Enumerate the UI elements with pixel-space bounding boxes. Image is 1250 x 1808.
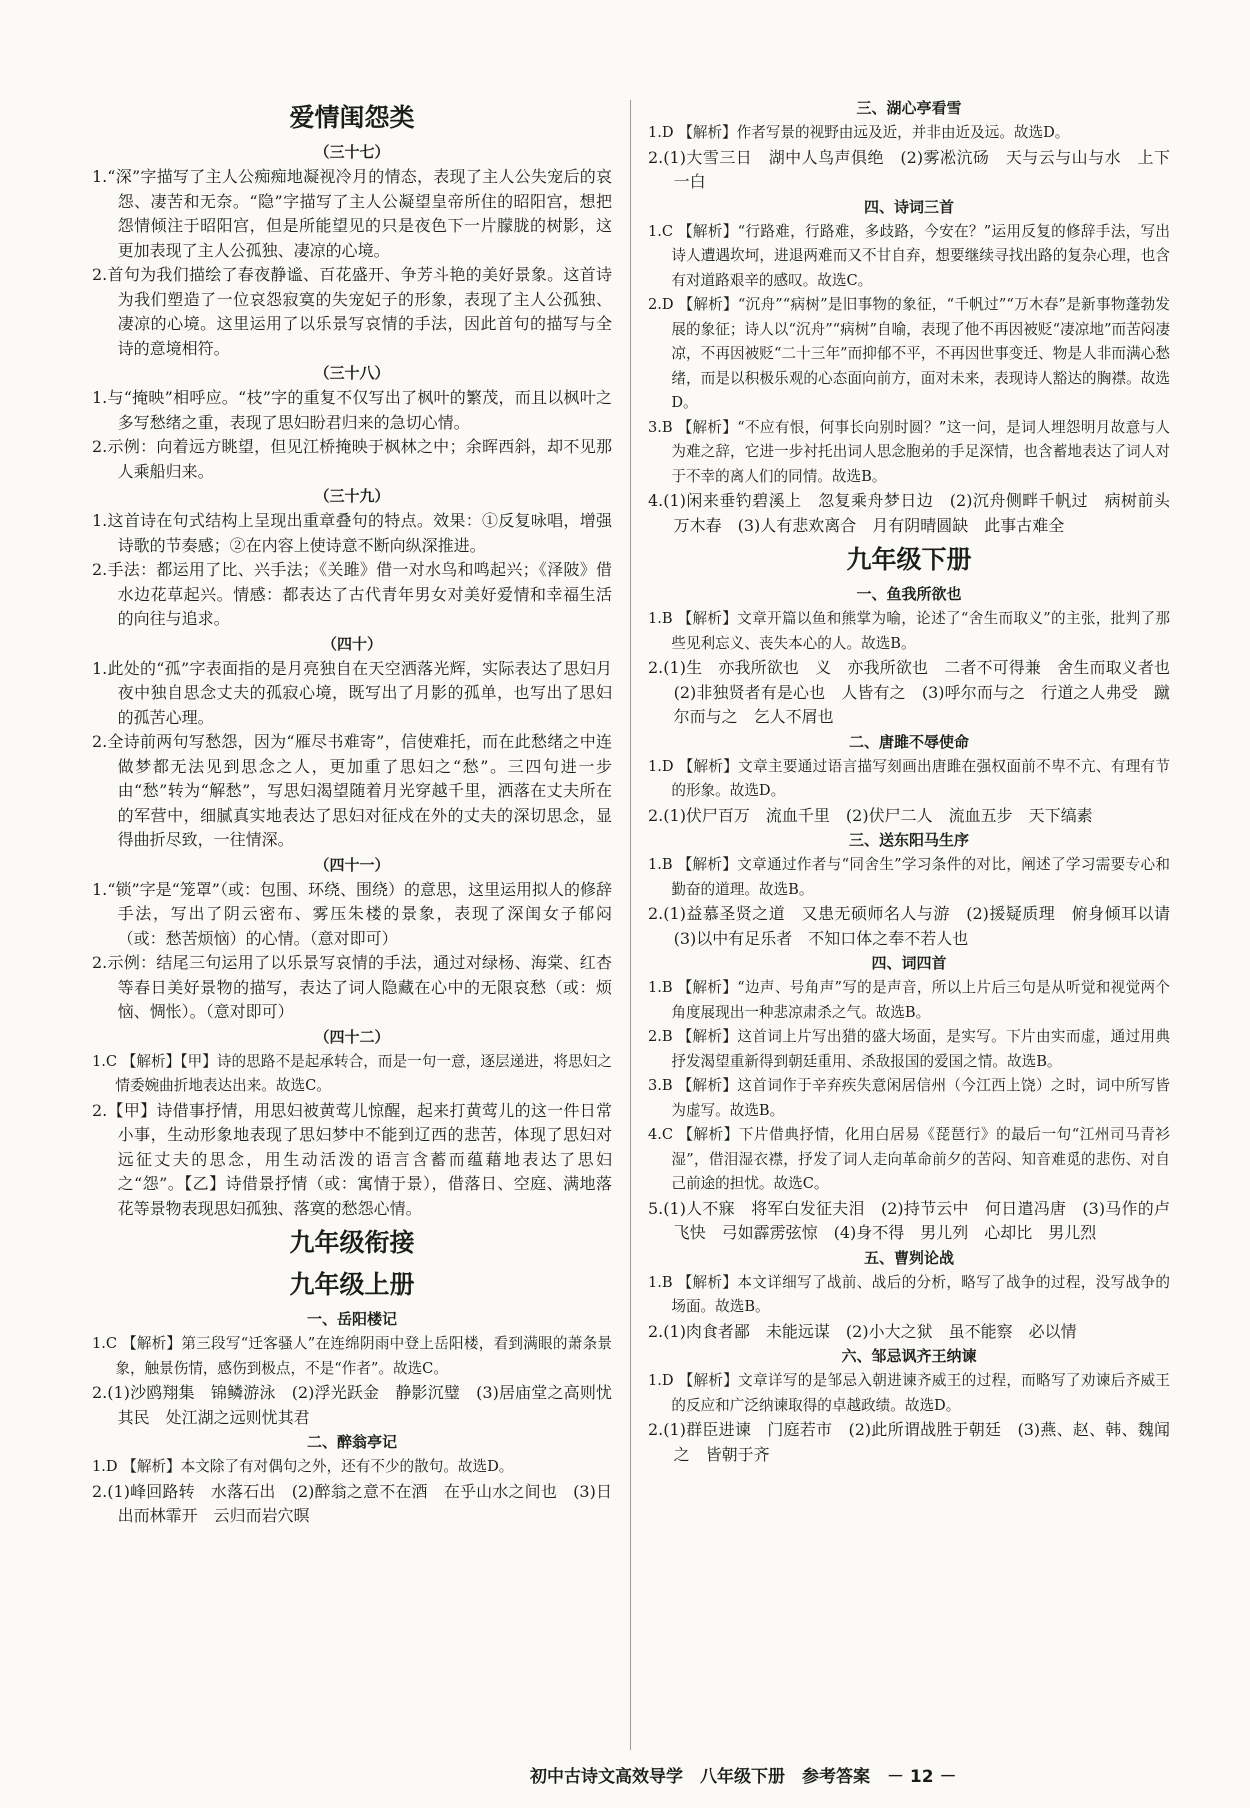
section-title: 九年级上册 — [289, 1270, 415, 1299]
subsection-title: 二、醉翁亭记 — [306, 1433, 397, 1451]
subsection-title: 四、诗词三首 — [863, 197, 954, 216]
answer-item: 2.示例：向着远方眺望，但见江桥掩映于枫林之中；余晖西斜，却不见那人乘船归来。 — [92, 437, 612, 481]
answer-item: 2.(1)肉食者鄙 未能远谋 (2)小大之狱 虽不能察 必以情 — [648, 1321, 1077, 1341]
subsection-title: 六、邹忌讽齐王纳谏 — [841, 1347, 977, 1365]
answer-item: 2.B 【解析】这首词上片写出猎的盛大场面，是实写。下片由实而虚，通过用典抒发渴望重新得到朝廷重用、杀敌报国的爱国之情。故选B。 — [648, 1028, 1170, 1070]
section-title: 九年级下册 — [846, 545, 972, 574]
subsection-title: 五、曹刿论战 — [863, 1248, 954, 1267]
answer-item: 1.这首诗在句式结构上呈现出重章叠句的特点。效果：①反复咏唱，增强诗歌的节奏感；②在内容上使诗意不断向纵深推进。 — [92, 511, 612, 555]
answer-item: 4.(1)闲来垂钓碧溪上 忽复乘舟梦日边 (2)沉舟侧畔千帆过 病树前头万木春 (3)人有悲欢离合 月有阴晴圆缺 此事古难全 — [648, 491, 1170, 535]
answer-item: 1.C 【解析】“行路难，行路难，多歧路，今安在？”运用反复的修辞手法，写出诗人遭遇坎坷，进退两难而又不甘自弃，想要继续寻找出路的复杂心理，也含有对道路艰辛的感叹。故选C。 — [648, 222, 1170, 289]
answer-item: 2.D 【解析】“沉舟”“病树”是旧事物的象征，“千帆过”“万木春”是新事物蓬勃发展的象征；诗人以“沉舟”“病树”自喻，表现了他不再因被贬“凄凉地”而苦闷凄凉，不再因被贬“二十三年”而抑郁不平，不再因世事变迁、物是人非而满心愁绪，而是以积极乐观的心态面向前方，面对未来，表现诗人豁达的胸襟。故选D。 — [648, 296, 1170, 411]
answer-item: 1.B 【解析】“边声、号角声”写的是声音，所以上片后三句是从听觉和视觉两个角度展现出一种悲凉肃杀之气。故选B。 — [648, 979, 1170, 1021]
answer-item: 1.B 【解析】文章开篇以鱼和熊掌为喻，论述了“舍生而取义”的主张，批判了那些见利忘义、丧失本心的人。故选B。 — [648, 610, 1170, 652]
answer-item: 1.C 【解析】【甲】诗的思路不是起承转合，而是一句一意，逐层递进，将思妇之情委婉曲折地表达出来。故选C。 — [92, 1052, 612, 1094]
column-divider — [630, 100, 631, 1750]
answer-item: 4.C 【解析】下片借典抒情，化用白居易《琵琶行》的最后一句“江州司马青衫湿”，借泪湿衣襟，抒发了词人走向革命前夕的苦闷、知音难觅的悲伤、对自己前途的担忧。故选C。 — [648, 1126, 1170, 1192]
answer-item: 3.B 【解析】“不应有恨，何事长向别时圆？”这一问，是词人埋怨明月故意与人为难之辞，它进一步衬托出词人思念胞弟的手足深情，也含蓄地表达了词人对于不幸的离人们的同情。故选B。 — [648, 418, 1170, 485]
answer-item: 2.示例：结尾三句运用了以乐景写哀情的手法，通过对绿杨、海棠、红杏等春日美好景物的描写，表达了词人隐藏在心中的无限哀愁（或：烦恼、惆怅）。（意对即可） — [92, 953, 612, 1021]
answer-item: 1.此处的“孤”字表面指的是月亮独自在天空洒落光辉，实际表达了思妇月夜中独自思念丈夫的孤寂心境，既写出了月影的孤单，也写出了思妇的孤苦心理。 — [92, 658, 612, 727]
answer-item: 2.(1)伏尸百万 流血千里 (2)伏尸二人 流血五步 天下缟素 — [648, 805, 1093, 825]
answer-item: 2.(1)沙鸥翔集 锦鳞游泳 (2)浮光跃金 静影沉璧 (3)居庙堂之高则忧其民 处江湖之远则忧其君 — [92, 1383, 612, 1427]
answer-item: 2.(1)峰回路转 水落石出 (2)醉翁之意不在酒 在乎山水之间也 (3)日出而林霏开 云归而岩穴暝 — [92, 1481, 612, 1525]
answer-item: 1.D 【解析】作者写景的视野由远及近，并非由近及远。故选D。 — [648, 124, 1070, 141]
answer-item: 1.C 【解析】第三段写“迁客骚人”在连绵阴雨中登上岳阳楼，看到满眼的萧条景象，触景伤情，感伤到极点，不是“作者”。故选C。 — [92, 1335, 612, 1377]
subsection-title: （三十七） — [314, 143, 390, 161]
subsection-title: （四十） — [321, 634, 382, 653]
section-title: 九年级衔接 — [289, 1228, 415, 1257]
answer-item: 2.(1)益慕圣贤之道 又患无硕师名人与游 (2)援疑质理 俯身倾耳以请 (3)以中有足乐者 不知口体之奉不若人也 — [648, 904, 1187, 948]
answer-item: 1.与“掩映”相呼应。“枝”字的重复不仅写出了枫叶的繁茂，而且以枫叶之多写愁绪之重，表现了思妇盼君归来的急切心情。 — [92, 388, 612, 432]
left-column — [92, 96, 612, 1529]
answer-item: 2.(1)大雪三日 湖中人鸟声俱绝 (2)雾凇沆砀 天与云与山与水 上下一白 — [648, 147, 1170, 191]
answer-item: 2.全诗前两句写愁怨，因为“雁尽书难寄”，信使难托，而在此愁绪之中连做梦都无法见到思念之人，更加重了思妇之“愁”。三四句进一步由“愁”转为“解愁”，写思妇渴望随着月光穿越千里，洒落在丈夫所在的军营中，细腻真实地表达了思妇对征戍在外的丈夫的深切思念，显得曲折尽致，一往情深。 — [92, 732, 612, 849]
answer-item: 2.(1)生 亦我所欲也 义 亦我所欲也 二者不可得兼 舍生而取义者也 (2)非独贤者有是心也 人皆有之 (3)呼尔而与之 行道之人弗受 蹴尔而与之 乞人不屑也 — [648, 658, 1187, 726]
answer-item: 2.(1)群臣进谏 门庭若市 (2)此所谓战胜于朝廷 (3)燕、赵、韩、魏闻之 皆朝于齐 — [648, 1420, 1170, 1464]
subsection-title: （四十二） — [314, 1027, 390, 1046]
subsection-title: 一、岳阳楼记 — [306, 1310, 397, 1328]
answer-item: 1.B 【解析】本文详细写了战前、战后的分析，略写了战争的过程，没写战争的场面。故选B。 — [648, 1273, 1170, 1315]
answer-item: 1.B 【解析】文章通过作者与“同舍生”学习条件的对比，阐述了学习需要专心和勤奋的道理。故选B。 — [648, 856, 1170, 898]
answer-item: 5.(1)人不寐 将军白发征夫泪 (2)持节云中 何日遣冯唐 (3)马作的卢飞快 弓如霹雳弦惊 (4)身不得 男儿列 心却比 男儿烈 — [648, 1198, 1170, 1242]
answer-item: 1.“深”字描写了主人公痴痴地凝视冷月的情态，表现了主人公失宠后的哀怨、凄苦和无奈。“隐”字描写了主人公凝望皇帝所住的昭阳宫，想把怨情倾注于昭阳宫，但是所能望见的只是夜色下一片朦胧的树影，这更加表现了主人公孤独、凄凉的心境。 — [92, 167, 612, 260]
answer-item: 2.首句为我们描绘了春夜静谧、百花盛开、争芳斗艳的美好景象。这首诗为我们塑造了一位哀怨寂寞的失宠妃子的形象，表现了主人公孤独、凄凉的心境。这里运用了以乐景写哀情的手法，因此首句的描写与全诗的意境相符。 — [92, 265, 612, 358]
section-title: 爱情闺怨类 — [289, 103, 415, 132]
answer-item: 1.D 【解析】文章主要通过语言描写刻画出唐雎在强权面前不卑不亢、有理有节的形象。故选D。 — [648, 757, 1170, 799]
subsection-title: 四、词四首 — [871, 954, 947, 972]
answer-item: 3.B 【解析】这首词作于辛弃疾失意闲居信州（今江西上饶）之时，词中所写皆为虚写。故选B。 — [648, 1077, 1170, 1119]
subsection-title: 一、鱼我所欲也 — [856, 585, 962, 603]
page-footer: 初中古诗文高效导学 八年级下册 参考答案 － 12 － — [530, 1767, 957, 1787]
answer-item: 1.“锁”字是“笼罩”（或：包围、环绕、围绕）的意思，这里运用拟人的修辞手法，写出了阴云密布、雾压朱楼的景象，表现了深闺女子郁闷（或：愁苦烦恼）的心情。（意对即可） — [92, 879, 612, 948]
subsection-title: （三十九） — [314, 487, 390, 505]
subsection-title: 三、湖心亭看雪 — [856, 99, 962, 117]
answer-item: 2.手法：都运用了比、兴手法；《关雎》借一对水鸟和鸣起兴；《泽陂》借水边花草起兴。情感：都表达了古代青年男女对美好爱情和幸福生活的向往与追求。 — [92, 560, 612, 628]
right-column — [648, 96, 1187, 1467]
answer-item: 2.【甲】诗借事抒情，用思妇被黄莺儿惊醒，起来打黄莺儿的这一件日常小事，生动形象地表现了思妇梦中不能到辽西的悲苦，体现了思妇对远征丈夫的思念，用生动活泼的语言含蓄而蕴藉地表达了思妇之“怨”。【乙】诗借景抒情（或：寓情于景），借落日、空庭、满地落花等景物表现思妇孤独、落寞的愁怨心情。 — [92, 1100, 612, 1218]
answer-item: 1.D 【解析】本文除了有对偶句之外，还有不少的散句。故选D。 — [92, 1458, 514, 1475]
subsection-title: （四十一） — [314, 855, 390, 874]
subsection-title: （三十八） — [314, 364, 390, 382]
subsection-title: 三、送东阳马生序 — [848, 831, 969, 849]
subsection-title: 二、唐雎不辱使命 — [848, 732, 969, 751]
answer-item: 1.D 【解析】文章详写的是邹忌入朝进谏齐威王的过程，而略写了劝谏后齐威王的反应和广泛纳谏取得的卓越政绩。故选D。 — [648, 1372, 1170, 1414]
